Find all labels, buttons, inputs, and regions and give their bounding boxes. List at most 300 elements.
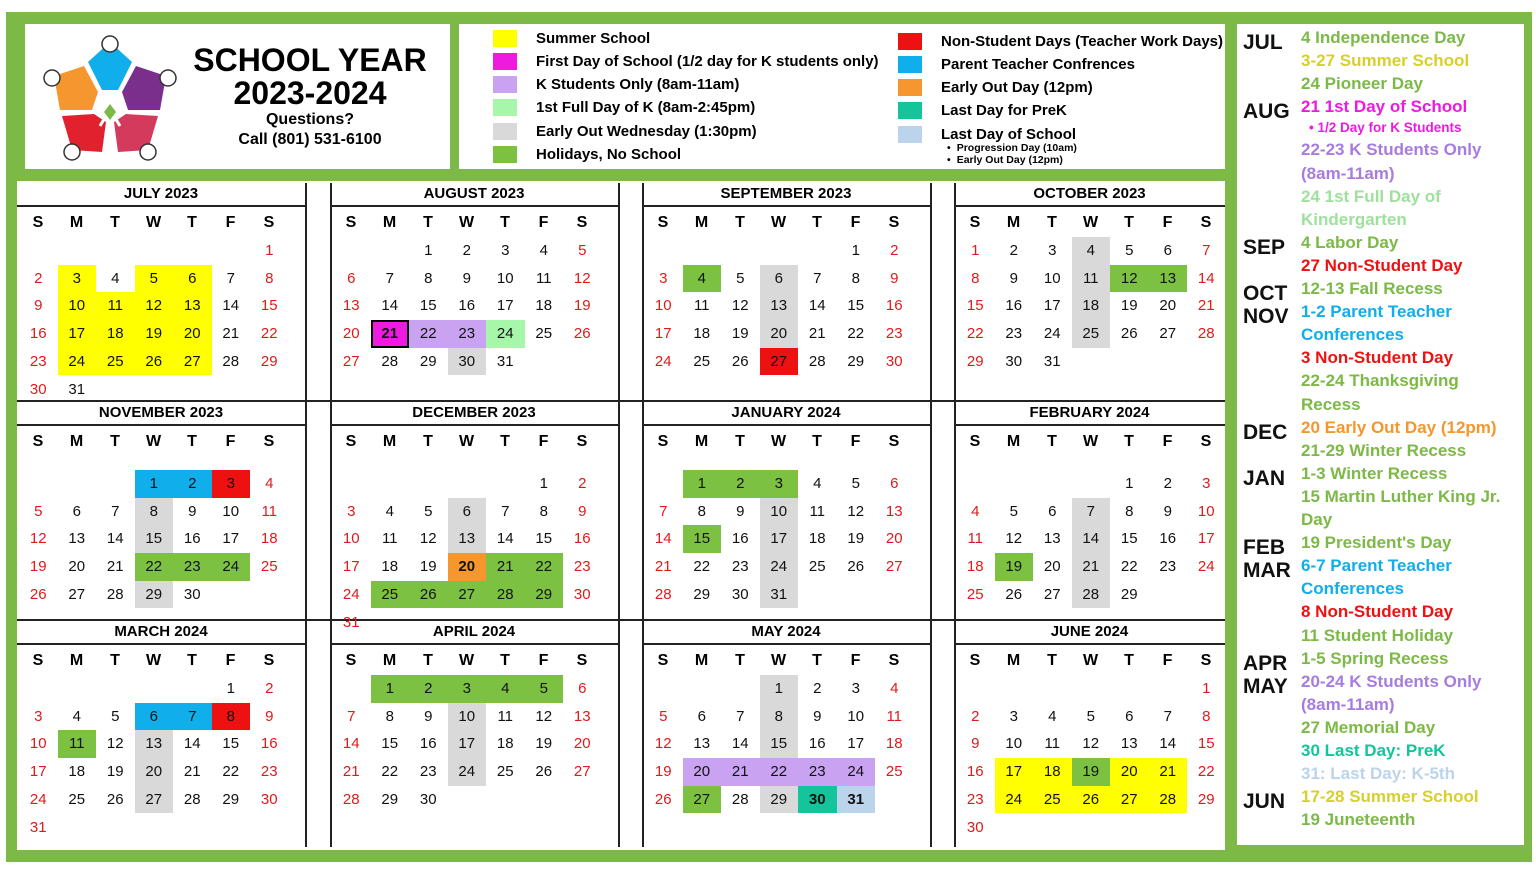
key-date-line: 20 Early Out Day (12pm): [1301, 417, 1497, 437]
calendar-day: 29: [847, 352, 865, 370]
calendar-day: 2: [813, 680, 822, 697]
calendar-day: 15: [260, 297, 278, 315]
weekday-header: T: [187, 652, 197, 669]
calendar-day: 2: [890, 242, 899, 259]
calendar-day: 18: [68, 763, 86, 781]
calendar-day: 26: [29, 585, 47, 603]
calendar-day: 16: [808, 735, 826, 753]
key-dates-month: DEC: [1243, 420, 1288, 444]
calendar-day: 9: [188, 502, 197, 520]
key-date-line: 31: Last Day: K-5th: [1301, 764, 1455, 784]
legend-swatch: [493, 30, 517, 47]
calendar-day: 25: [885, 763, 903, 781]
weekday-header: W: [770, 652, 787, 669]
calendar-day: 9: [736, 502, 745, 520]
weekday-header: T: [423, 652, 433, 669]
calendar-day: 13: [1120, 735, 1138, 753]
weekday-header: T: [1047, 652, 1057, 669]
calendar-day: 3: [1202, 475, 1211, 492]
weekday-header: T: [500, 652, 510, 669]
calendar-day: 11: [809, 502, 826, 520]
column-divider: [930, 183, 932, 847]
calendar-day: 25: [68, 790, 86, 808]
weekday-header: F: [1162, 433, 1173, 450]
calendar-day: 12: [1005, 530, 1023, 548]
calendar-day: 16: [419, 735, 437, 753]
calendar-day: 20: [885, 530, 903, 548]
key-dates-month: NOV: [1243, 305, 1289, 329]
calendar-day: 21: [183, 763, 201, 781]
calendar-day: 24: [1197, 558, 1215, 576]
calendar-day: 6: [173, 265, 212, 293]
weekday-header: S: [1200, 652, 1212, 669]
calendar-day: 18: [693, 325, 711, 343]
calendar-day: 12: [1082, 735, 1100, 753]
calendar-day: 22: [693, 558, 711, 576]
calendar-day: 10: [1005, 735, 1023, 753]
calendar-day: 9: [462, 269, 471, 287]
legend-item: [493, 27, 650, 49]
calendar-day: 2: [971, 707, 980, 725]
legend-item: [493, 74, 739, 96]
calendar-day: 11: [535, 269, 552, 287]
calendar-day: 31: [68, 380, 86, 398]
key-dates-month: JUL: [1243, 31, 1283, 54]
weekday-header: F: [538, 433, 549, 450]
calendar-day: 28: [381, 352, 399, 370]
key-date-line: 1-5 Spring Recess: [1301, 648, 1449, 668]
calendar-day: 24: [448, 758, 487, 786]
calendar-day: 25: [1072, 320, 1111, 348]
calendar-day: 15: [222, 735, 240, 753]
calendar-day: 26: [535, 763, 553, 781]
calendar-day: 22: [135, 553, 174, 581]
calendar-day: 24: [1043, 325, 1061, 343]
calendar-day: 8: [265, 269, 274, 287]
calendar-day: 17: [760, 525, 799, 553]
calendar-day: 10: [342, 530, 360, 548]
weekday-header: F: [850, 433, 861, 450]
calendar-day: 28: [1072, 581, 1111, 609]
calendar-day: 16: [183, 530, 201, 548]
key-dates-month: MAY: [1243, 674, 1288, 698]
calendar-day: 31: [342, 613, 360, 631]
key-date-line: Kindergarten: [1301, 209, 1407, 229]
key-date-line: Day: [1301, 510, 1333, 529]
calendar-day: 10: [222, 502, 240, 520]
calendar-day: 22: [260, 325, 278, 343]
month-september-2023: [642, 181, 930, 400]
calendar-day: 8: [851, 269, 860, 287]
legend-swatch: [898, 56, 922, 73]
calendar-day: 3: [760, 470, 799, 498]
month-title: MARCH 2024: [114, 623, 208, 640]
calendar-day: 23: [573, 558, 591, 576]
weekday-header: S: [576, 652, 588, 669]
weekday-header: F: [225, 214, 236, 231]
weekday-header: M: [382, 433, 397, 450]
legend-item: [898, 100, 1067, 122]
calendar-day: 10: [29, 735, 47, 753]
calendar-day: 28: [654, 585, 672, 603]
key-date-line: 22-24 Thanksgiving: [1301, 371, 1459, 391]
calendar-day: 21: [486, 553, 525, 581]
weekday-header: T: [735, 214, 745, 231]
calendar-day: 13: [135, 730, 174, 758]
calendar-day: 14: [1159, 735, 1177, 753]
calendar-day: 19: [106, 763, 124, 781]
month-title-rule: [330, 205, 618, 207]
key-date-line: 30 Last Day: PreK: [1301, 741, 1446, 760]
calendar-day: 15: [1120, 530, 1138, 548]
calendar-day: 29: [260, 352, 278, 370]
calendar-day: 15: [847, 297, 865, 315]
calendar-day: 11: [1044, 735, 1061, 753]
calendar-day: 26: [1005, 585, 1023, 603]
calendar-day: 7: [1202, 242, 1211, 259]
calendar-day: 20: [683, 758, 722, 786]
key-dates-month: JUN: [1243, 790, 1286, 814]
calendar-day: 26: [731, 352, 749, 370]
weekday-header: S: [657, 214, 669, 231]
calendar-day: 6: [760, 265, 799, 293]
key-date-line: 1-3 Winter Recess: [1301, 463, 1448, 483]
weekday-header: S: [263, 652, 275, 669]
calendar-day: 19: [135, 320, 174, 348]
calendar-day: 17: [995, 758, 1034, 786]
calendar-day: 27: [683, 786, 722, 814]
calendar-day: 13: [760, 292, 799, 320]
weekday-header: W: [770, 433, 787, 450]
calendar-day: 8: [971, 269, 980, 287]
calendar-day: 24: [654, 352, 672, 370]
calendar-day: 13: [342, 297, 360, 315]
legend-item: [493, 97, 755, 119]
calendar-day: 29: [135, 581, 174, 609]
calendar-day: 16: [458, 297, 476, 315]
legend-sub-item: • Early Out Day (12pm): [947, 154, 1063, 166]
legend-item: [898, 53, 1135, 75]
calendar-day: 17: [1043, 297, 1061, 315]
calendar-day: 13: [1149, 265, 1188, 293]
calendar-day: 17: [29, 763, 47, 781]
calendar-day: 1: [424, 242, 433, 259]
calendar-day: 5: [135, 265, 174, 293]
month-title-rule: [642, 205, 930, 207]
calendar-day: 4: [486, 675, 525, 703]
calendar-day: 25: [96, 348, 135, 376]
key-dates-panel: [1237, 24, 1524, 845]
calendar-day: 23: [885, 325, 903, 343]
calendar-day: 23: [448, 320, 487, 348]
calendar-day: 10: [58, 292, 97, 320]
calendar-day: 28: [808, 352, 826, 370]
key-date-line: (8am-11am): [1301, 694, 1395, 714]
calendar-day: 28: [1197, 325, 1215, 343]
calendar-day: 15: [966, 297, 984, 315]
calendar-day: 16: [966, 763, 984, 781]
calendar-day: 7: [385, 269, 394, 287]
calendar-day: 9: [578, 502, 587, 520]
weekday-header: T: [500, 433, 510, 450]
key-dates-month: APR: [1243, 651, 1288, 675]
calendar-day: 12: [29, 530, 47, 548]
calendar-day: 3: [851, 680, 860, 697]
calendar-day: 5: [578, 242, 587, 259]
legend-item: [493, 120, 757, 142]
calendar-day: 8: [1202, 707, 1211, 725]
calendar-day: 12: [135, 292, 174, 320]
calendar-day: 26: [847, 558, 865, 576]
calendar-day: 16: [731, 530, 749, 548]
calendar-day: 24: [760, 553, 799, 581]
calendar-day: 10: [1197, 502, 1215, 520]
month-title: OCTOBER 2023: [1033, 185, 1146, 202]
month-title: JUNE 2024: [1050, 623, 1129, 640]
calendar-day: 19: [1072, 758, 1111, 786]
calendar-day: 2: [409, 675, 448, 703]
calendar-day: 5: [736, 269, 745, 287]
calendar-day: 6: [1048, 502, 1057, 520]
legend-label: Holidays, No School: [536, 146, 682, 163]
month-august-2023: [330, 181, 618, 400]
month-title-rule: [17, 643, 305, 645]
weekday-header: M: [69, 214, 84, 231]
calendar-day: 27: [173, 348, 212, 376]
title-line-2: 2023-2024: [233, 75, 387, 111]
calendar-day: 31: [1043, 352, 1061, 370]
calendar-day: 7: [501, 502, 510, 520]
calendar-day: 4: [1072, 237, 1111, 265]
calendar-day: 1: [1125, 475, 1134, 492]
calendar-day: 29: [419, 352, 437, 370]
legend-swatch: [898, 33, 922, 50]
legend-label: First Day of School (1/2 day for K students only): [536, 52, 879, 70]
calendar-day: 19: [847, 530, 865, 548]
calendar-day: 11: [497, 707, 514, 725]
calendar-day: 28: [1149, 786, 1188, 814]
month-title: NOVEMBER 2023: [98, 404, 224, 421]
weekday-header: T: [812, 652, 822, 669]
calendar-day: 11: [261, 502, 278, 520]
month-november-2023: [17, 400, 305, 619]
calendar-day: 18: [1033, 758, 1072, 786]
weekday-header: M: [69, 652, 84, 669]
calendar-day: 10: [654, 297, 672, 315]
weekday-header: T: [1047, 433, 1057, 450]
key-date-line: 12-13 Fall Recess: [1301, 279, 1443, 298]
calendar-day: 1: [539, 475, 548, 492]
month-october-2023: [954, 181, 1225, 400]
key-date-line: 11 Student Holiday: [1301, 625, 1454, 645]
calendar-day: 14: [222, 297, 240, 315]
calendar-grid: [17, 181, 1225, 850]
calendar-day: 19: [1120, 297, 1138, 315]
weekday-header: M: [382, 214, 397, 231]
calendar-day: 1: [226, 680, 235, 697]
calendar-day: 8: [697, 502, 706, 520]
calendar-day: 19: [995, 553, 1034, 581]
key-dates-month: OCT: [1243, 282, 1288, 305]
weekday-header: T: [423, 433, 433, 450]
weekday-header: S: [657, 652, 669, 669]
calendar-day: 3: [58, 265, 97, 293]
calendar-day: 29: [693, 585, 711, 603]
calendar-day: 21: [654, 558, 672, 576]
calendar-day: 30: [183, 585, 201, 603]
month-title-rule: [330, 424, 618, 426]
calendar-day: 8: [385, 707, 394, 725]
month-title: SEPTEMBER 2023: [720, 185, 852, 202]
key-date-line: 1-2 Parent Teacher: [1301, 302, 1452, 322]
key-date-line: 19 Juneteenth: [1301, 810, 1416, 830]
calendar-day: 21: [106, 558, 124, 576]
calendar-day: 13: [173, 292, 212, 320]
calendar-day: 16: [1005, 297, 1023, 315]
calendar-day: 26: [1120, 325, 1138, 343]
calendar-day: 13: [885, 502, 903, 520]
calendar-day: 21: [342, 763, 360, 781]
calendar-day: 14: [342, 735, 360, 753]
legend-label: Last Day for PreK: [941, 102, 1067, 120]
month-title: JULY 2023: [123, 185, 199, 202]
legend-item: [898, 77, 1093, 99]
calendar-day: 31: [29, 818, 47, 836]
calendar-day: 15: [535, 530, 553, 548]
calendar-day: 10: [448, 703, 487, 731]
calendar-day: 4: [72, 707, 81, 725]
key-date-line: 24 Pioneer Day: [1301, 74, 1423, 94]
calendar-day: 22: [409, 320, 448, 348]
legend-sub-item: • Progression Day (10am): [947, 142, 1077, 154]
legend-label: Non-Student Days (Teacher Work Days): [941, 32, 1224, 50]
calendar-day: 24: [486, 320, 525, 348]
title-line-1: SCHOOL YEAR: [193, 42, 427, 78]
calendar-day: 17: [342, 558, 360, 576]
calendar-day: 5: [34, 502, 43, 520]
calendar-day: 21: [808, 325, 826, 343]
calendar-day: 15: [135, 525, 174, 553]
calendar-day: 17: [58, 320, 97, 348]
calendar-day: 22: [222, 763, 240, 781]
calendar-day: 3: [659, 269, 668, 287]
weekday-header: F: [538, 214, 549, 231]
calendar-day: 21: [1197, 297, 1215, 315]
calendar-day: 25: [693, 352, 711, 370]
calendar-day: 18: [885, 735, 903, 753]
calendar-day: 7: [736, 707, 745, 725]
calendar-day: 14: [654, 530, 672, 548]
calendar-day: 23: [29, 352, 47, 370]
calendar-day: 5: [424, 502, 433, 520]
weekday-header: T: [110, 214, 120, 231]
calendar-day: 1: [760, 675, 799, 703]
calendar-day: 12: [573, 269, 591, 287]
calendar-day: 11: [96, 292, 135, 320]
calendar-day: 6: [1125, 707, 1134, 725]
calendar-day: 22: [847, 325, 865, 343]
weekday-header: W: [145, 433, 162, 450]
calendar-day: 25: [371, 581, 410, 609]
calendar-day: 6: [578, 680, 587, 697]
key-date-line: Recess: [1301, 394, 1361, 414]
weekday-header: T: [735, 652, 745, 669]
calendar-day: 17: [496, 297, 514, 315]
calendar-day: 30: [885, 352, 903, 370]
weekday-header: W: [1082, 214, 1099, 231]
calendar-day: 1: [683, 470, 722, 498]
weekday-header: T: [187, 433, 197, 450]
calendar-day: 31: [837, 786, 876, 814]
calendar-day: 17: [222, 530, 240, 548]
calendar-day: 15: [760, 730, 799, 758]
calendar-day: 7: [347, 707, 356, 725]
weekday-header: S: [32, 433, 44, 450]
calendar-day: 21: [222, 325, 240, 343]
calendar-day: 18: [966, 558, 984, 576]
calendar-day: 17: [1197, 530, 1215, 548]
calendar-day: 9: [34, 297, 43, 315]
key-date-line: 4 Independence Day: [1301, 28, 1466, 47]
calendar-day: 20: [342, 325, 360, 343]
calendar-day: 1: [971, 242, 980, 259]
calendar-day: 12: [106, 735, 124, 753]
legend-item: [493, 50, 879, 72]
calendar-day: 28: [106, 585, 124, 603]
calendar-day: 4: [111, 269, 120, 287]
calendar-day: 20: [135, 758, 174, 786]
key-dates-month: FEB: [1243, 536, 1285, 560]
calendar-day: 16: [260, 735, 278, 753]
calendar-day: 30: [260, 790, 278, 808]
weekday-header: T: [812, 214, 822, 231]
calendar-day: 5: [659, 707, 668, 725]
calendar-day: 13: [68, 530, 86, 548]
legend-swatch: [898, 79, 922, 96]
month-july-2023: [17, 181, 305, 400]
calendar-day: 26: [1072, 786, 1111, 814]
calendar-day: 5: [525, 675, 564, 703]
calendar-day: 30: [1005, 352, 1023, 370]
calendar-day: 1: [851, 242, 860, 259]
calendar-day: 27: [1043, 585, 1061, 603]
calendar-day: 8: [212, 703, 251, 731]
weekday-header: S: [32, 652, 44, 669]
calendar-day: 16: [29, 325, 47, 343]
calendar-day: 17: [448, 730, 487, 758]
weekday-header: S: [345, 214, 357, 231]
weekday-header: S: [969, 214, 981, 231]
weekday-header: M: [69, 433, 84, 450]
calendar-day: 5: [111, 707, 120, 725]
calendar-day: 9: [1163, 502, 1172, 520]
calendar-day: 1: [265, 242, 274, 259]
month-title: DECEMBER 2023: [412, 404, 536, 421]
calendar-day: 4: [1048, 707, 1057, 725]
calendar-day: 19: [419, 558, 437, 576]
calendar-day: 27: [885, 558, 903, 576]
calendar-day: 28: [222, 352, 240, 370]
calendar-day: 26: [135, 348, 174, 376]
calendar-day: 8: [1125, 502, 1134, 520]
key-date-line: 4 Labor Day: [1301, 232, 1399, 252]
calendar-day: 7: [1163, 707, 1172, 725]
calendar-day: 13: [448, 525, 487, 553]
calendar-day: 1: [135, 470, 174, 498]
calendar-day: 19: [29, 558, 47, 576]
weekday-header: T: [187, 214, 197, 231]
calendar-day: 11: [58, 730, 97, 758]
